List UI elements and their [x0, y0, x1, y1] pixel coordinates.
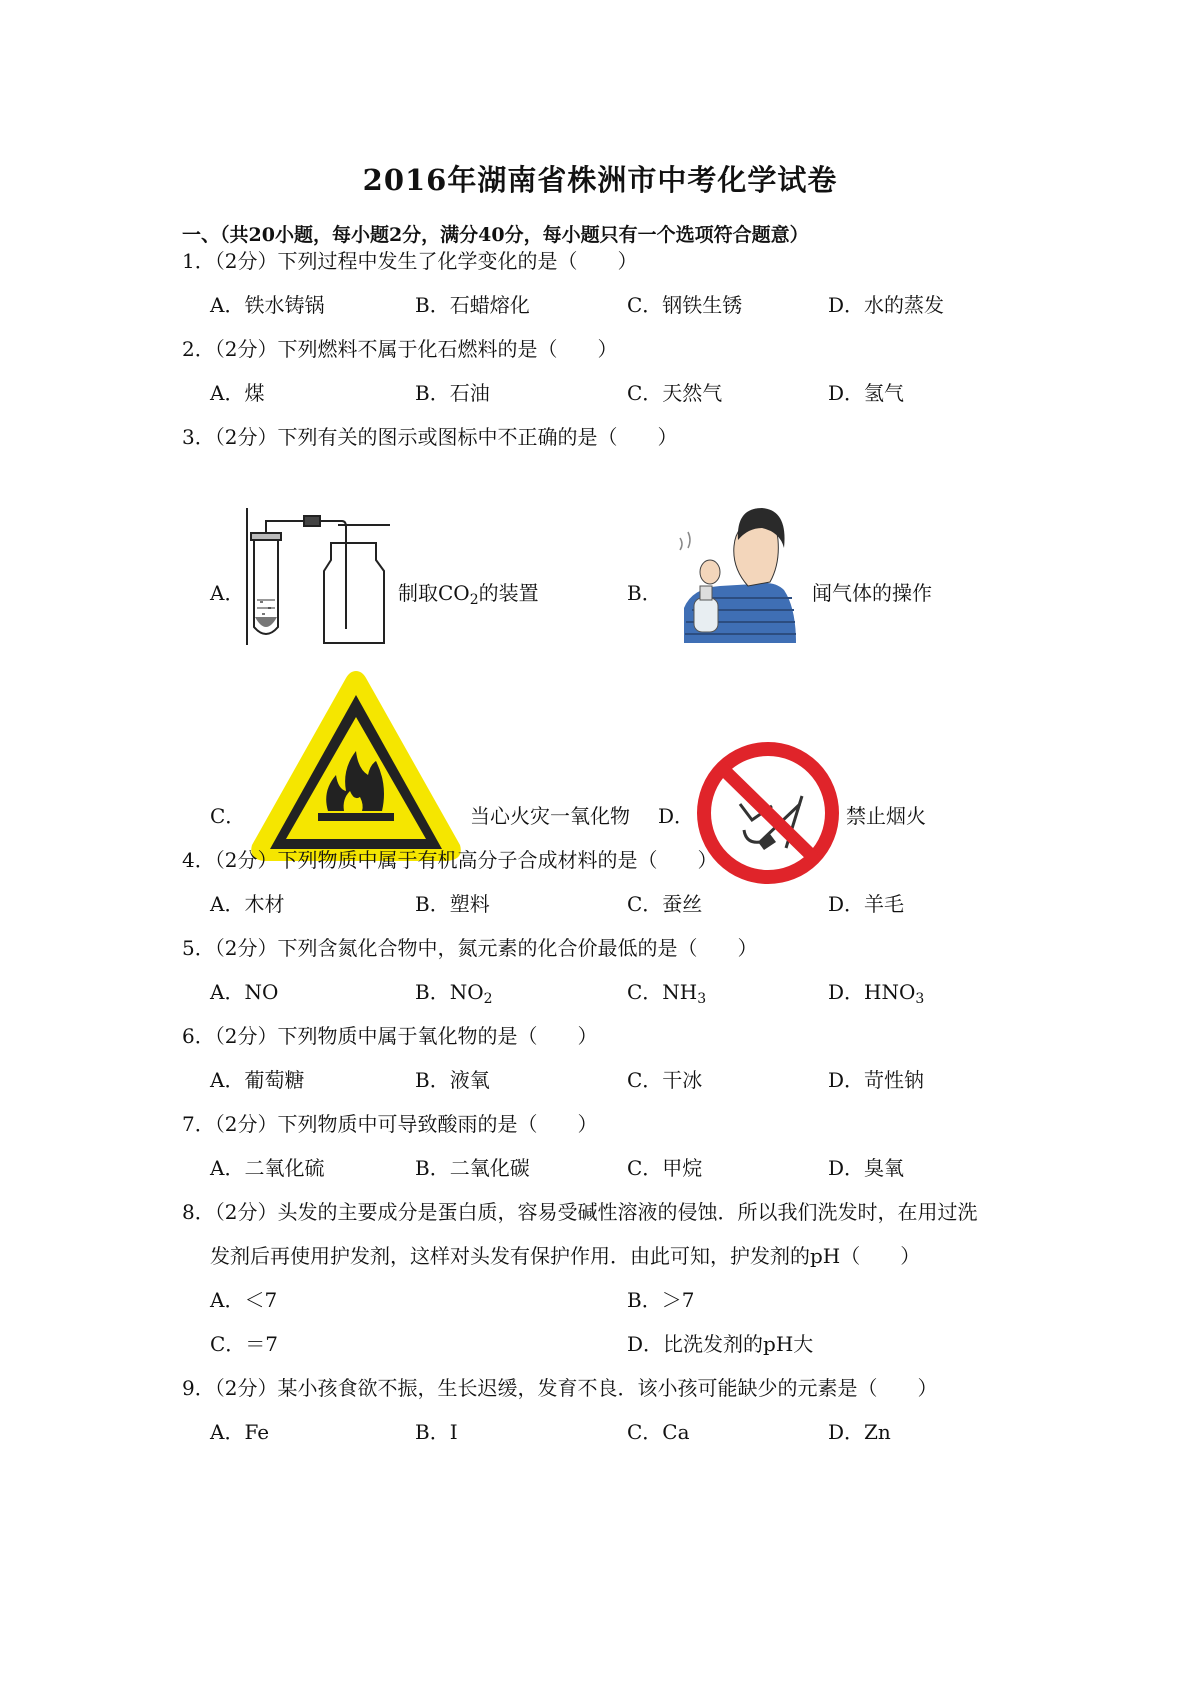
q6-option-c: C．干冰	[627, 1068, 703, 1092]
question-7-stem: 7．（2分）下列物质中可导致酸雨的是（ ）	[182, 1112, 598, 1136]
smelling-gas-figure	[662, 498, 812, 646]
q5-option-b: B．$NO_2$	[415, 980, 493, 1007]
q3-option-b-caption: 闻气体的操作	[812, 581, 932, 605]
question-6-stem: 6．（2分）下列物质中属于氧化物的是（ ）	[182, 1024, 598, 1048]
question-8-stem-line2: 发剂后再使用护发剂，这样对头发有保护作用．由此可知，护发剂的pH（ ）	[210, 1244, 921, 1268]
q6-option-d: D．苛性钠	[828, 1068, 925, 1092]
fire-warning-sign	[246, 665, 466, 865]
q9-option-a: A．Fe	[210, 1420, 270, 1444]
question-4-stem: 4．（2分）下列物质中属于有机高分子合成材料的是（ ）	[182, 848, 718, 872]
question-1-stem: 1．（2分）下列过程中发生了化学变化的是（ ）	[182, 249, 638, 273]
q5-option-a: A．NO	[210, 980, 279, 1004]
q1-option-c: C．钢铁生锈	[627, 293, 743, 317]
q7-option-c: C．甲烷	[627, 1156, 703, 1180]
question-8-stem-line1: 8．（2分）头发的主要成分是蛋白质，容易受碱性溶液的侵蚀．所以我们洗发时，在用过洗	[182, 1200, 978, 1224]
question-3-stem: 3．（2分）下列有关的图示或图标中不正确的是（ ）	[182, 425, 678, 449]
q1-option-d: D．水的蒸发	[828, 293, 945, 317]
q3-option-d-letter: D．	[658, 804, 695, 828]
question-5-stem: 5．（2分）下列含氮化合物中，氮元素的化合价最低的是（ ）	[182, 936, 758, 960]
q1-option-b: B．石蜡熔化	[415, 293, 530, 317]
q7-option-a: A．二氧化硫	[210, 1156, 325, 1180]
q1-option-a: A．铁水铸锅	[210, 293, 325, 317]
q8-option-b: B．＞7	[627, 1288, 695, 1312]
q4-option-b: B．塑料	[415, 892, 490, 916]
q7-option-d: D．臭氧	[828, 1156, 905, 1180]
q7-option-b: B．二氧化碳	[415, 1156, 530, 1180]
q9-option-b: B．I	[415, 1420, 458, 1444]
gas-apparatus-figure	[242, 505, 402, 645]
q8-option-d: D．比洗发剂的pH大	[627, 1332, 814, 1356]
q6-option-b: B．液氧	[415, 1068, 490, 1092]
q6-option-a: A．葡萄糖	[210, 1068, 305, 1092]
q3-option-c-caption: 当心火灾一氧化物	[470, 804, 630, 828]
q5-option-c: C．$NH_3$	[627, 980, 707, 1007]
q3-option-d-caption: 禁止烟火	[846, 804, 926, 828]
q8-option-c: C．＝7	[210, 1332, 279, 1356]
section-heading: 一、（共20小题，每小题2分，满分40分，每小题只有一个选项符合题意）	[182, 224, 809, 246]
q3-option-a-letter: A．	[210, 581, 245, 605]
q2-option-a: A．煤	[210, 381, 265, 405]
q4-option-a: A．木材	[210, 892, 285, 916]
q8-option-a: A．＜7	[210, 1288, 278, 1312]
q3-option-c-letter: C．	[210, 804, 246, 828]
q2-option-d: D．氢气	[828, 381, 905, 405]
q4-option-d: D．羊毛	[828, 892, 905, 916]
q3-option-b-letter: B．	[627, 581, 662, 605]
page-title: 2016年湖南省株洲市中考化学试卷	[362, 163, 838, 197]
question-9-stem: 9．（2分）某小孩食欲不振，生长迟缓，发育不良．该小孩可能缺少的元素是（ ）	[182, 1376, 938, 1400]
question-2-stem: 2．（2分）下列燃料不属于化石燃料的是（ ）	[182, 337, 618, 361]
q2-option-c: C．天然气	[627, 381, 723, 405]
q4-option-c: C．蚕丝	[627, 892, 703, 916]
q2-option-b: B．石油	[415, 381, 490, 405]
q5-option-d: D．$HNO_3$	[828, 980, 925, 1007]
q9-option-d: D．Zn	[828, 1420, 891, 1444]
q3-option-a-caption: 制取$CO_2$的装置	[398, 581, 539, 608]
q9-option-c: C．Ca	[627, 1420, 690, 1444]
